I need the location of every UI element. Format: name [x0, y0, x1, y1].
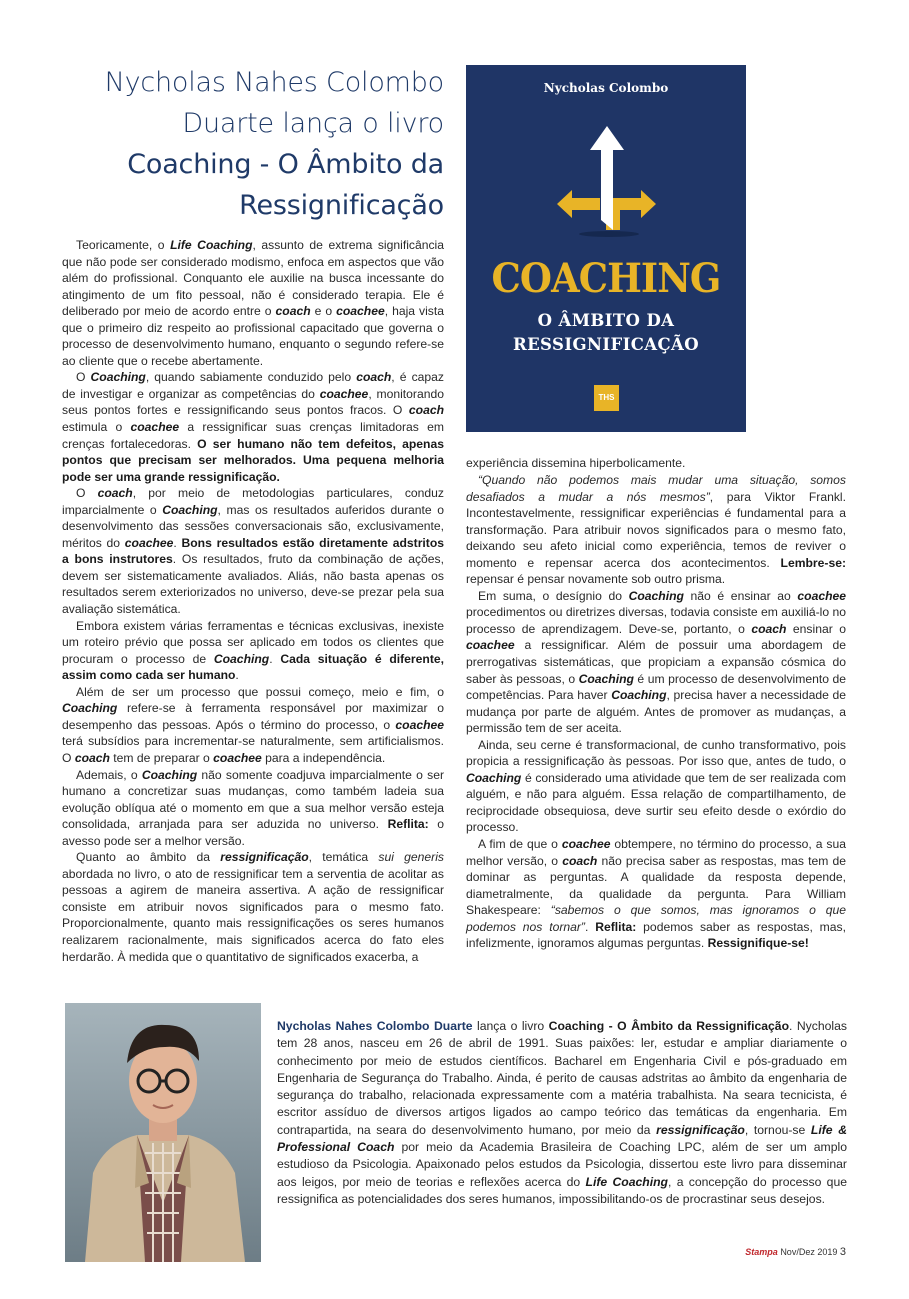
magazine-name: Stampa [745, 1247, 778, 1257]
author-bio: Nycholas Nahes Colombo Duarte lança o livro Coaching - O Âmbito da Ressignificação. Nycholas tem 28 anos, nasceu em 26 de abril de 1991. Suas paixões: ler, estudar e ampliar diariamente o conhecimento por meio de estudos científicos. Bacharel em Engenharia Civil e pós-graduado em Engenharia de Segurança do Trabalho. Ainda, é perito de causas adstritas ao âmbito da engenharia de segurança do trabalho, relacionada expressamente com a matéria trabalhista. Na seara tecnicista, é escritor assíduo de diversos artigos ligados ao campo teórico das temáticas da engenharia. Em contrapartida, na seara do desenvolvimento humano, por meio da ressignificação, tornou-se Life & Professional Coach por meio da Academia Brasileira de Coaching LPC, além de ser um amplo estudioso da Psicologia. Apaixonado pelos estudos da Psicologia, dissertou este livro para disseminar aos leigos, por meio de teorias e reflexões acerca do Life Coaching, a concepção do processo que ressignifica as potencialidades dos seres humanos, impossibilitando-os de procrastinar seus desejos. [277, 1019, 848, 1206]
cover-subtitle [466, 309, 746, 357]
paragraph: O Coaching, quando sabiamente conduzido pelo coach, é capaz de investigar e organizar as competências do coachee, monitorando seus pontos fortes e ressignificando seus pontos fracos. O coach estimula o coachee a ressignificar suas crenças limitadoras em crenças fortalecedoras. O ser humano não tem defeitos, apenas pontos que precisam ser melhorados. Uma pequena melhoria pode ser uma grande ressignificação. [62, 370, 444, 484]
paragraph: O coach, por meio de metodologias particulares, conduz imparcialmente o Coaching, mas os resultados auferidos durante o desenvolvimento das sessões conversacionais são, exclusivamente, méritos do coachee. Bons resultados estão diretamente adstritos a bons instrutores. Os resultados, fruto da combinação de ações, devem ser sistematicamente avaliados. Aliás, não basta apenas os resultados serem exteriorizados no universo, deve-se prezar pela sua avaliação sistemática. [62, 486, 445, 617]
author-name: Nycholas Nahes Colombo Duarte [277, 1019, 473, 1033]
issue-date: Nov/Dez 2019 [780, 1247, 838, 1257]
paragraph: Quanto ao âmbito da ressignificação, temática sui generis abordada no livro, o ato de ressignificar tem a serventia de acolitar as pessoas a agirem de maneira assertiva. A ação de ressignificar consiste em atribuir novos significados para o mesmo fato. Proporcionalmente, quanto mais ressignificações os seres humanos realizarem racionalmente, mais significados acerca do fato eles herdarão. À medida que o quantitativo de significados exacerba, a [62, 850, 444, 964]
paragraph: Além de ser um processo que possui começo, meio e fim, o Coaching refere-se à ferramenta responsável por maximizar o desempenho das pessoas. Após o término do processo, o coachee terá subsídios para incrementar-se naturalmente, sem artificialismos. O coach tem de preparar o coachee para a independência. [62, 684, 444, 765]
article-title [60, 62, 444, 226]
paragraph: A fim de que o coachee obtempere, no término do processo, a sua melhor versão, o coach não precisa saber as respostas, mas tem de dominar as perguntas. A qualidade da resposta depende, diametralmente, da qualidade da pergunta. Para William Shakespeare: “sabemos o que somos, mas ignoramos o que podemos nos tornar”. Reflita: podemos saber as respostas, mas, infelizmente, ignoramos algumas perguntas. Ressignifique-se! [466, 837, 846, 951]
page-number: 3 [839, 1246, 846, 1258]
title-line-4: Ressignificação [239, 190, 444, 221]
cover-title: COACHING [491, 255, 721, 302]
paragraph: “Quando não podemos mais mudar uma situação, somos desafiados a mudar a nós mesmos”, para Viktor Frankl. Incontestavelmente, ressignificar experiências é fundamental para a transformação. Para atribuir novos significados para o mesmo fato, deixando seu afeto inicial como experiência, temos de reviver o momento e repensar acerca dos acontecimentos. Lembre-se: repensar é pensar novamente sob outro prisma. [466, 473, 846, 587]
paragraph-continuation: experiência dissemina hiperbolicamente. [466, 456, 686, 470]
title-line-3: Coaching - O Âmbito da [127, 149, 444, 180]
article-column-left [62, 237, 444, 965]
paragraph: Teoricamente, o Life Coaching, assunto de extrema significância que não pode ser considerado modismo, enfoca em aspectos que vão além do profissional. Conquanto ele auxilie na busca incessante do atingimento de um fito pessoal, não é considerado terapia. Ele é deliberado por meio de acordo entre o coach e o coachee, haja vista que o primeiro diz respeito ao profissional capacitado que governa o processo de desenvolvimento humano, enquanto o segundo refere-se ao cliente que o recebe abertamente. [62, 238, 444, 368]
cover-subtitle-line-2: RESSIGNIFICAÇÃO [512, 335, 700, 354]
crossroad-arrows-icon [554, 120, 659, 240]
cover-author: Nycholas Colombo [543, 81, 669, 95]
article-column-right-top [466, 455, 846, 472]
paragraph: Em suma, o desígnio do Coaching não é ensinar ao coachee procedimentos ou diretrizes diversas, todavia consiste em auxiliá-lo no processo de aprendizagem. Deve-se, portanto, o coach ensinar o coachee a ressignificar. Além de possuir uma abordagem de prerrogativas sistemáticas, que propiciam a expansão cósmica do saber às pessoas, o Coaching é um processo de desenvolvimento de competências. Para haver Coaching, precisa haver a necessidade de mudança por parte de alguém. Antes de promover as mudanças, a permissão tem de ser aceita. [466, 588, 847, 736]
page-footer [745, 1246, 846, 1258]
book-cover [466, 65, 746, 432]
title-line-2: Duarte lança o livro [182, 108, 444, 139]
paragraph: Ademais, o Coaching não somente coadjuva imparcialmente o ser humano a concretizar suas mudanças, como também ladeia sua evolução oblíqua até o momento em que a sua melhor versão esteja consolidada, arranjada para ser aduzida no universo. Reflita: o avesso pode ser a melhor versão. [62, 767, 445, 848]
author-photo [65, 1003, 261, 1262]
title-line-1: Nycholas Nahes Colombo [104, 67, 444, 98]
paragraph: Ainda, seu cerne é transformacional, de cunho transformativo, pois propicia a ressignificação às pessoas. Por isso que, antes de tudo, o Coaching é considerado uma atividade que tem de ser realizada com alguém, e não para alguém. Essa relação de compartilhamento, de reciprocidade obsequiosa, deve surtir seu efeito desde o exórdio do processo. [466, 737, 846, 835]
article-column-right [466, 472, 846, 952]
author-portrait-image [65, 1003, 261, 1262]
cover-subtitle-line-1: O ÂMBITO DA [537, 311, 675, 330]
publisher-logo: THS [594, 385, 619, 411]
paragraph: Embora existem várias ferramentas e técnicas exclusivas, inexiste um roteiro prévio que possa ser aplicado em todos os clientes que procuram o processo de Coaching. Cada situação é diferente, assim como cada ser humano. [62, 618, 444, 683]
